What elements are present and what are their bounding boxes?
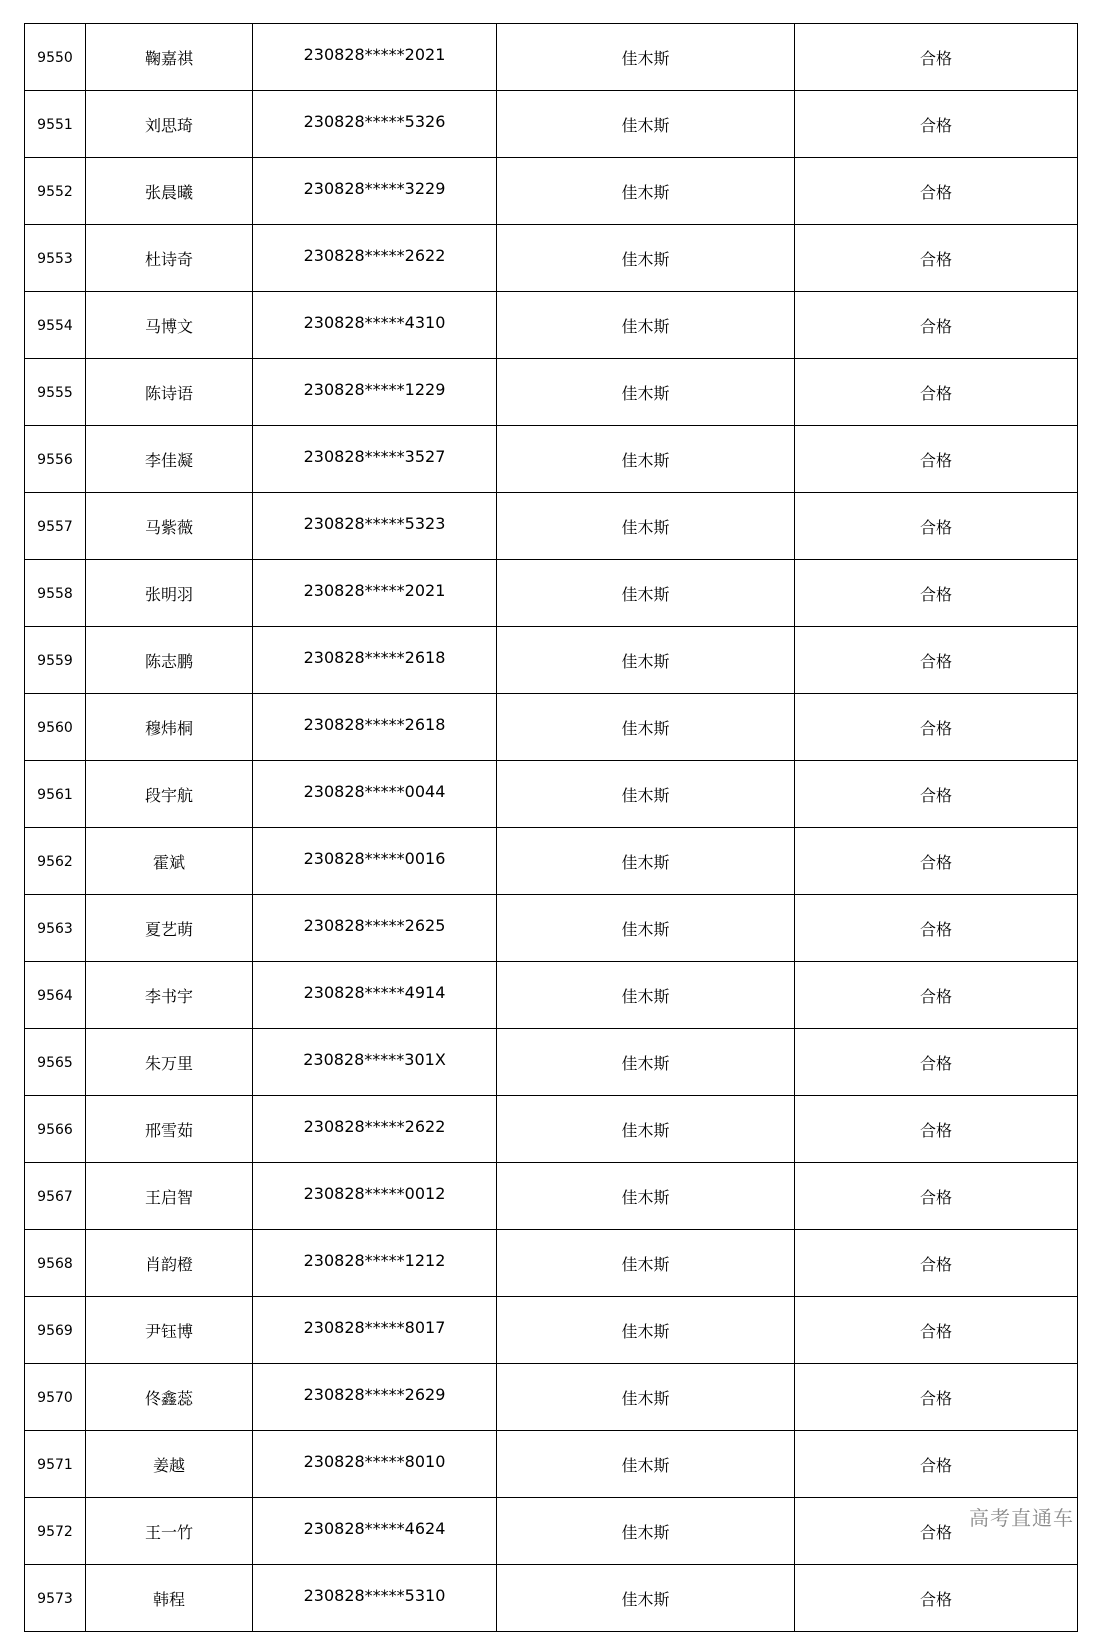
cell-name: 李书宇 [86,962,253,1029]
cell-id-number: 230828*****3229 [253,158,497,225]
cell-result: 合格 [795,895,1078,962]
table-row [25,292,1078,359]
cell-city: 佳木斯 [497,694,795,761]
table-row [25,761,1078,828]
cell-id-number: 230828*****2629 [253,1364,497,1431]
cell-name: 张晨曦 [86,158,253,225]
cell-id-number: 230828*****2622 [253,225,497,292]
cell-city: 佳木斯 [497,225,795,292]
cell-number: 9555 [25,359,86,426]
cell-city: 佳木斯 [497,91,795,158]
cell-result: 合格 [795,1565,1078,1632]
table-row [25,627,1078,694]
cell-city: 佳木斯 [497,761,795,828]
cell-name: 夏艺萌 [86,895,253,962]
cell-city: 佳木斯 [497,560,795,627]
cell-number: 9552 [25,158,86,225]
cell-id-number: 230828*****5323 [253,493,497,560]
cell-result: 合格 [795,761,1078,828]
cell-name: 邢雪茹 [86,1096,253,1163]
table-row [25,694,1078,761]
cell-number: 9554 [25,292,86,359]
cell-number: 9550 [25,24,86,91]
table-row [25,24,1078,91]
cell-id-number: 230828*****0016 [253,828,497,895]
cell-name: 佟鑫蕊 [86,1364,253,1431]
cell-number: 9551 [25,91,86,158]
cell-city: 佳木斯 [497,359,795,426]
cell-name: 马博文 [86,292,253,359]
table-row [25,1297,1078,1364]
cell-result: 合格 [795,493,1078,560]
cell-number: 9563 [25,895,86,962]
cell-id-number: 230828*****2622 [253,1096,497,1163]
table-row [25,493,1078,560]
cell-id-number: 230828*****3527 [253,426,497,493]
cell-result: 合格 [795,1498,1078,1565]
cell-city: 佳木斯 [497,493,795,560]
cell-number: 9571 [25,1431,86,1498]
cell-number: 9561 [25,761,86,828]
cell-number: 9569 [25,1297,86,1364]
cell-result: 合格 [795,828,1078,895]
table-row [25,1230,1078,1297]
cell-id-number: 230828*****0012 [253,1163,497,1230]
cell-name: 张明羽 [86,560,253,627]
cell-id-number: 230828*****8010 [253,1431,497,1498]
cell-number: 9559 [25,627,86,694]
cell-name: 陈诗语 [86,359,253,426]
cell-id-number: 230828*****1212 [253,1230,497,1297]
table-row [25,962,1078,1029]
table-row [25,1364,1078,1431]
cell-name: 刘思琦 [86,91,253,158]
cell-id-number: 230828*****2618 [253,627,497,694]
cell-name: 陈志鹏 [86,627,253,694]
cell-city: 佳木斯 [497,1364,795,1431]
cell-name: 李佳凝 [86,426,253,493]
cell-number: 9570 [25,1364,86,1431]
cell-name: 韩程 [86,1565,253,1632]
cell-city: 佳木斯 [497,1498,795,1565]
cell-city: 佳木斯 [497,1029,795,1096]
cell-name: 肖韵橙 [86,1230,253,1297]
cell-result: 合格 [795,1096,1078,1163]
cell-result: 合格 [795,560,1078,627]
cell-city: 佳木斯 [497,627,795,694]
cell-id-number: 230828*****5310 [253,1565,497,1632]
table-row [25,426,1078,493]
table-row [25,1029,1078,1096]
cell-city: 佳木斯 [497,962,795,1029]
cell-name: 鞠嘉祺 [86,24,253,91]
cell-name: 穆炜桐 [86,694,253,761]
cell-result: 合格 [795,158,1078,225]
table-row [25,895,1078,962]
cell-result: 合格 [795,1230,1078,1297]
cell-city: 佳木斯 [497,292,795,359]
watermark-text: 高考直通车 [969,1506,1074,1530]
roster-table-body [25,24,1078,1632]
table-row [25,1498,1078,1565]
cell-number: 9553 [25,225,86,292]
cell-city: 佳木斯 [497,1230,795,1297]
cell-number: 9557 [25,493,86,560]
cell-result: 合格 [795,694,1078,761]
table-row [25,1431,1078,1498]
cell-result: 合格 [795,1297,1078,1364]
table-row [25,828,1078,895]
cell-city: 佳木斯 [497,1431,795,1498]
cell-id-number: 230828*****2618 [253,694,497,761]
cell-city: 佳木斯 [497,1565,795,1632]
cell-result: 合格 [795,24,1078,91]
cell-city: 佳木斯 [497,1297,795,1364]
cell-number: 9565 [25,1029,86,1096]
table-row [25,91,1078,158]
cell-id-number: 230828*****2021 [253,24,497,91]
cell-result: 合格 [795,426,1078,493]
cell-id-number: 230828*****2021 [253,560,497,627]
cell-city: 佳木斯 [497,895,795,962]
table-row [25,1565,1078,1632]
cell-result: 合格 [795,359,1078,426]
cell-name: 尹钰博 [86,1297,253,1364]
cell-name: 王一竹 [86,1498,253,1565]
cell-city: 佳木斯 [497,1163,795,1230]
cell-result: 合格 [795,627,1078,694]
cell-number: 9558 [25,560,86,627]
cell-id-number: 230828*****4914 [253,962,497,1029]
cell-id-number: 230828*****301X [253,1029,497,1096]
cell-city: 佳木斯 [497,828,795,895]
cell-id-number: 230828*****4624 [253,1498,497,1565]
cell-id-number: 230828*****2625 [253,895,497,962]
cell-name: 王启智 [86,1163,253,1230]
cell-number: 9568 [25,1230,86,1297]
cell-city: 佳木斯 [497,426,795,493]
cell-result: 合格 [795,292,1078,359]
table-row [25,1163,1078,1230]
cell-result: 合格 [795,962,1078,1029]
cell-number: 9572 [25,1498,86,1565]
cell-result: 合格 [795,1364,1078,1431]
cell-number: 9560 [25,694,86,761]
table-row [25,560,1078,627]
cell-number: 9566 [25,1096,86,1163]
cell-number: 9567 [25,1163,86,1230]
table-row [25,225,1078,292]
cell-number: 9562 [25,828,86,895]
cell-name: 马紫薇 [86,493,253,560]
cell-number: 9564 [25,962,86,1029]
cell-city: 佳木斯 [497,24,795,91]
cell-city: 佳木斯 [497,1096,795,1163]
cell-number: 9573 [25,1565,86,1632]
cell-city: 佳木斯 [497,158,795,225]
cell-id-number: 230828*****8017 [253,1297,497,1364]
cell-id-number: 230828*****1229 [253,359,497,426]
table-row [25,1096,1078,1163]
cell-result: 合格 [795,91,1078,158]
cell-id-number: 230828*****4310 [253,292,497,359]
cell-result: 合格 [795,225,1078,292]
roster-table [24,23,1078,1632]
cell-name: 朱万里 [86,1029,253,1096]
cell-name: 霍斌 [86,828,253,895]
cell-name: 姜越 [86,1431,253,1498]
cell-name: 段宇航 [86,761,253,828]
cell-result: 合格 [795,1431,1078,1498]
cell-id-number: 230828*****5326 [253,91,497,158]
cell-result: 合格 [795,1029,1078,1096]
table-row [25,359,1078,426]
cell-number: 9556 [25,426,86,493]
cell-result: 合格 [795,1163,1078,1230]
cell-id-number: 230828*****0044 [253,761,497,828]
cell-name: 杜诗奇 [86,225,253,292]
table-row [25,158,1078,225]
